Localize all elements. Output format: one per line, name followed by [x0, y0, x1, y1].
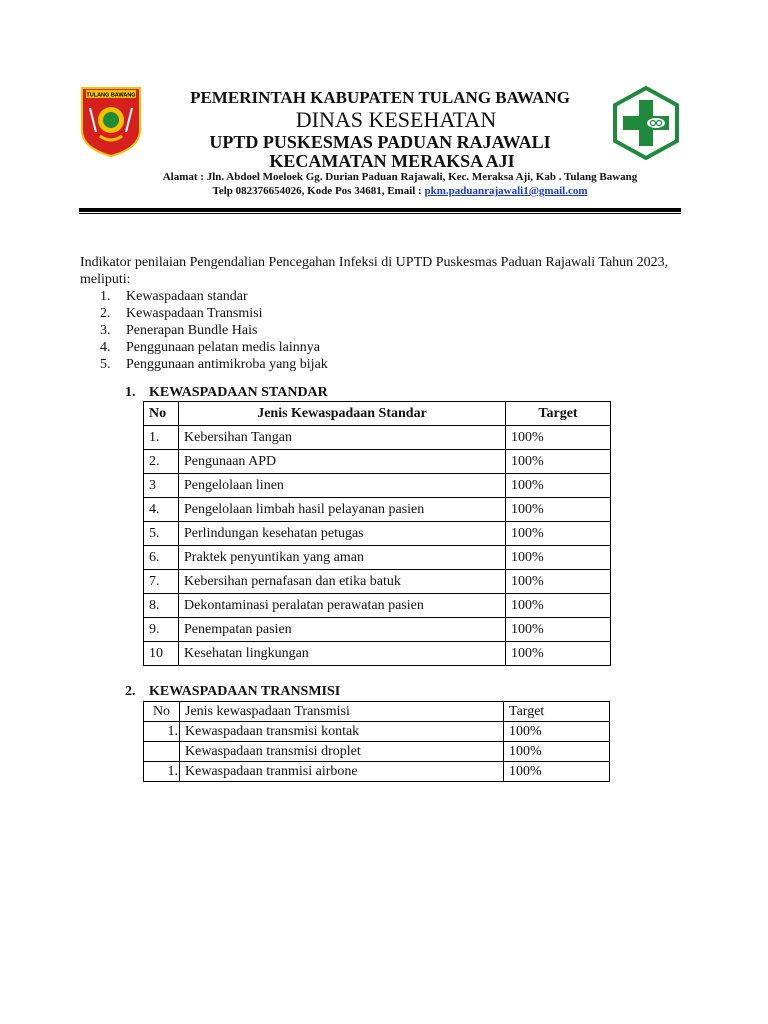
letterhead-department: DINAS KESEHATAN	[295, 107, 497, 132]
column-header-target: Target	[504, 702, 610, 722]
table-row: 9. Penempatan pasien 100%	[144, 618, 611, 642]
indicator-list	[100, 288, 328, 373]
column-header-no: No	[144, 402, 179, 426]
letterhead-government: PEMERINTAH KABUPATEN TULANG BAWANG	[190, 88, 570, 107]
table-row: 3 Pengelolaan linen 100%	[144, 474, 611, 498]
table-row: Kewaspadaan transmisi droplet 100%	[144, 742, 610, 762]
emblem-text: TULANG BAWANG	[86, 92, 136, 99]
table-row: 8. Dekontaminasi peralatan perawatan pasien 100%	[144, 594, 611, 618]
table-row: 6. Praktek penyuntikan yang aman 100%	[144, 546, 611, 570]
table-row: 10 Kesehatan lingkungan 100%	[144, 642, 611, 666]
column-header-no: No	[144, 702, 180, 722]
section-title-standar: 1. KEWASPADAAN STANDAR	[125, 385, 328, 400]
table-header-row	[144, 702, 610, 722]
list-item: 3. Penerapan Bundle Hais	[100, 323, 258, 338]
transmission-precautions-table	[143, 701, 610, 782]
table-row: 4. Pengelolaan limbah hasil pelayanan pasien 100%	[144, 498, 611, 522]
letterhead-divider-thin	[79, 213, 681, 214]
intro-paragraph: Indikator penilaian Pengendalian Pencegahan Infeksi di UPTD Puskesmas Paduan Rajawali Tahun 2023, meliputi:	[80, 255, 669, 287]
letterhead-district: KECAMATAN MERAKSA AJI	[269, 151, 515, 171]
letterhead-address: Alamat : Jln. Abdoel Moeloek Gg. Durian Paduan Rajawali, Kec. Meraksa Aji, Kab . Tulang Bawang	[162, 171, 638, 183]
table-row: 5. Perlindungan kesehatan petugas 100%	[144, 522, 611, 546]
standard-precautions-table	[143, 401, 611, 666]
table-header-row	[144, 402, 611, 426]
column-header-target: Target	[506, 402, 611, 426]
letterhead-contact	[100, 185, 700, 197]
list-item: 5. Penggunaan antimikroba yang bijak	[100, 357, 328, 372]
letterhead-unit: UPTD PUSKESMAS PADUAN RAJAWALI	[209, 132, 551, 152]
letterhead-divider-thick	[79, 208, 681, 212]
table-row: 1. Kewaspadaan transmisi kontak 100%	[144, 722, 610, 742]
list-item: 2. Kewaspadaan Transmisi	[100, 306, 263, 321]
section-title-transmisi: 2. KEWASPADAAN TRANSMISI	[125, 684, 341, 699]
letterhead-phone: Telp 082376654026, Kode Pos 34681, Email :	[212, 185, 425, 197]
column-header-jenis: Jenis kewaspadaan Transmisi	[180, 702, 504, 722]
table-row: 7. Kebersihan pernafasan dan etika batuk 100%	[144, 570, 611, 594]
email-link[interactable]: pkm.paduanrajawali1@gmail.com	[424, 185, 588, 197]
table-row: 2. Pengunaan APD 100%	[144, 450, 611, 474]
table-row: 1. Kebersihan Tangan 100%	[144, 426, 611, 450]
column-header-jenis: Jenis Kewaspadaan Standar	[179, 402, 506, 426]
list-item: 4. Penggunaan pelatan medis lainnya	[100, 340, 320, 355]
list-item: 1. Kewaspadaan standar	[100, 289, 248, 304]
table-row: 1. Kewaspadaan tranmisi airbone 100%	[144, 762, 610, 782]
